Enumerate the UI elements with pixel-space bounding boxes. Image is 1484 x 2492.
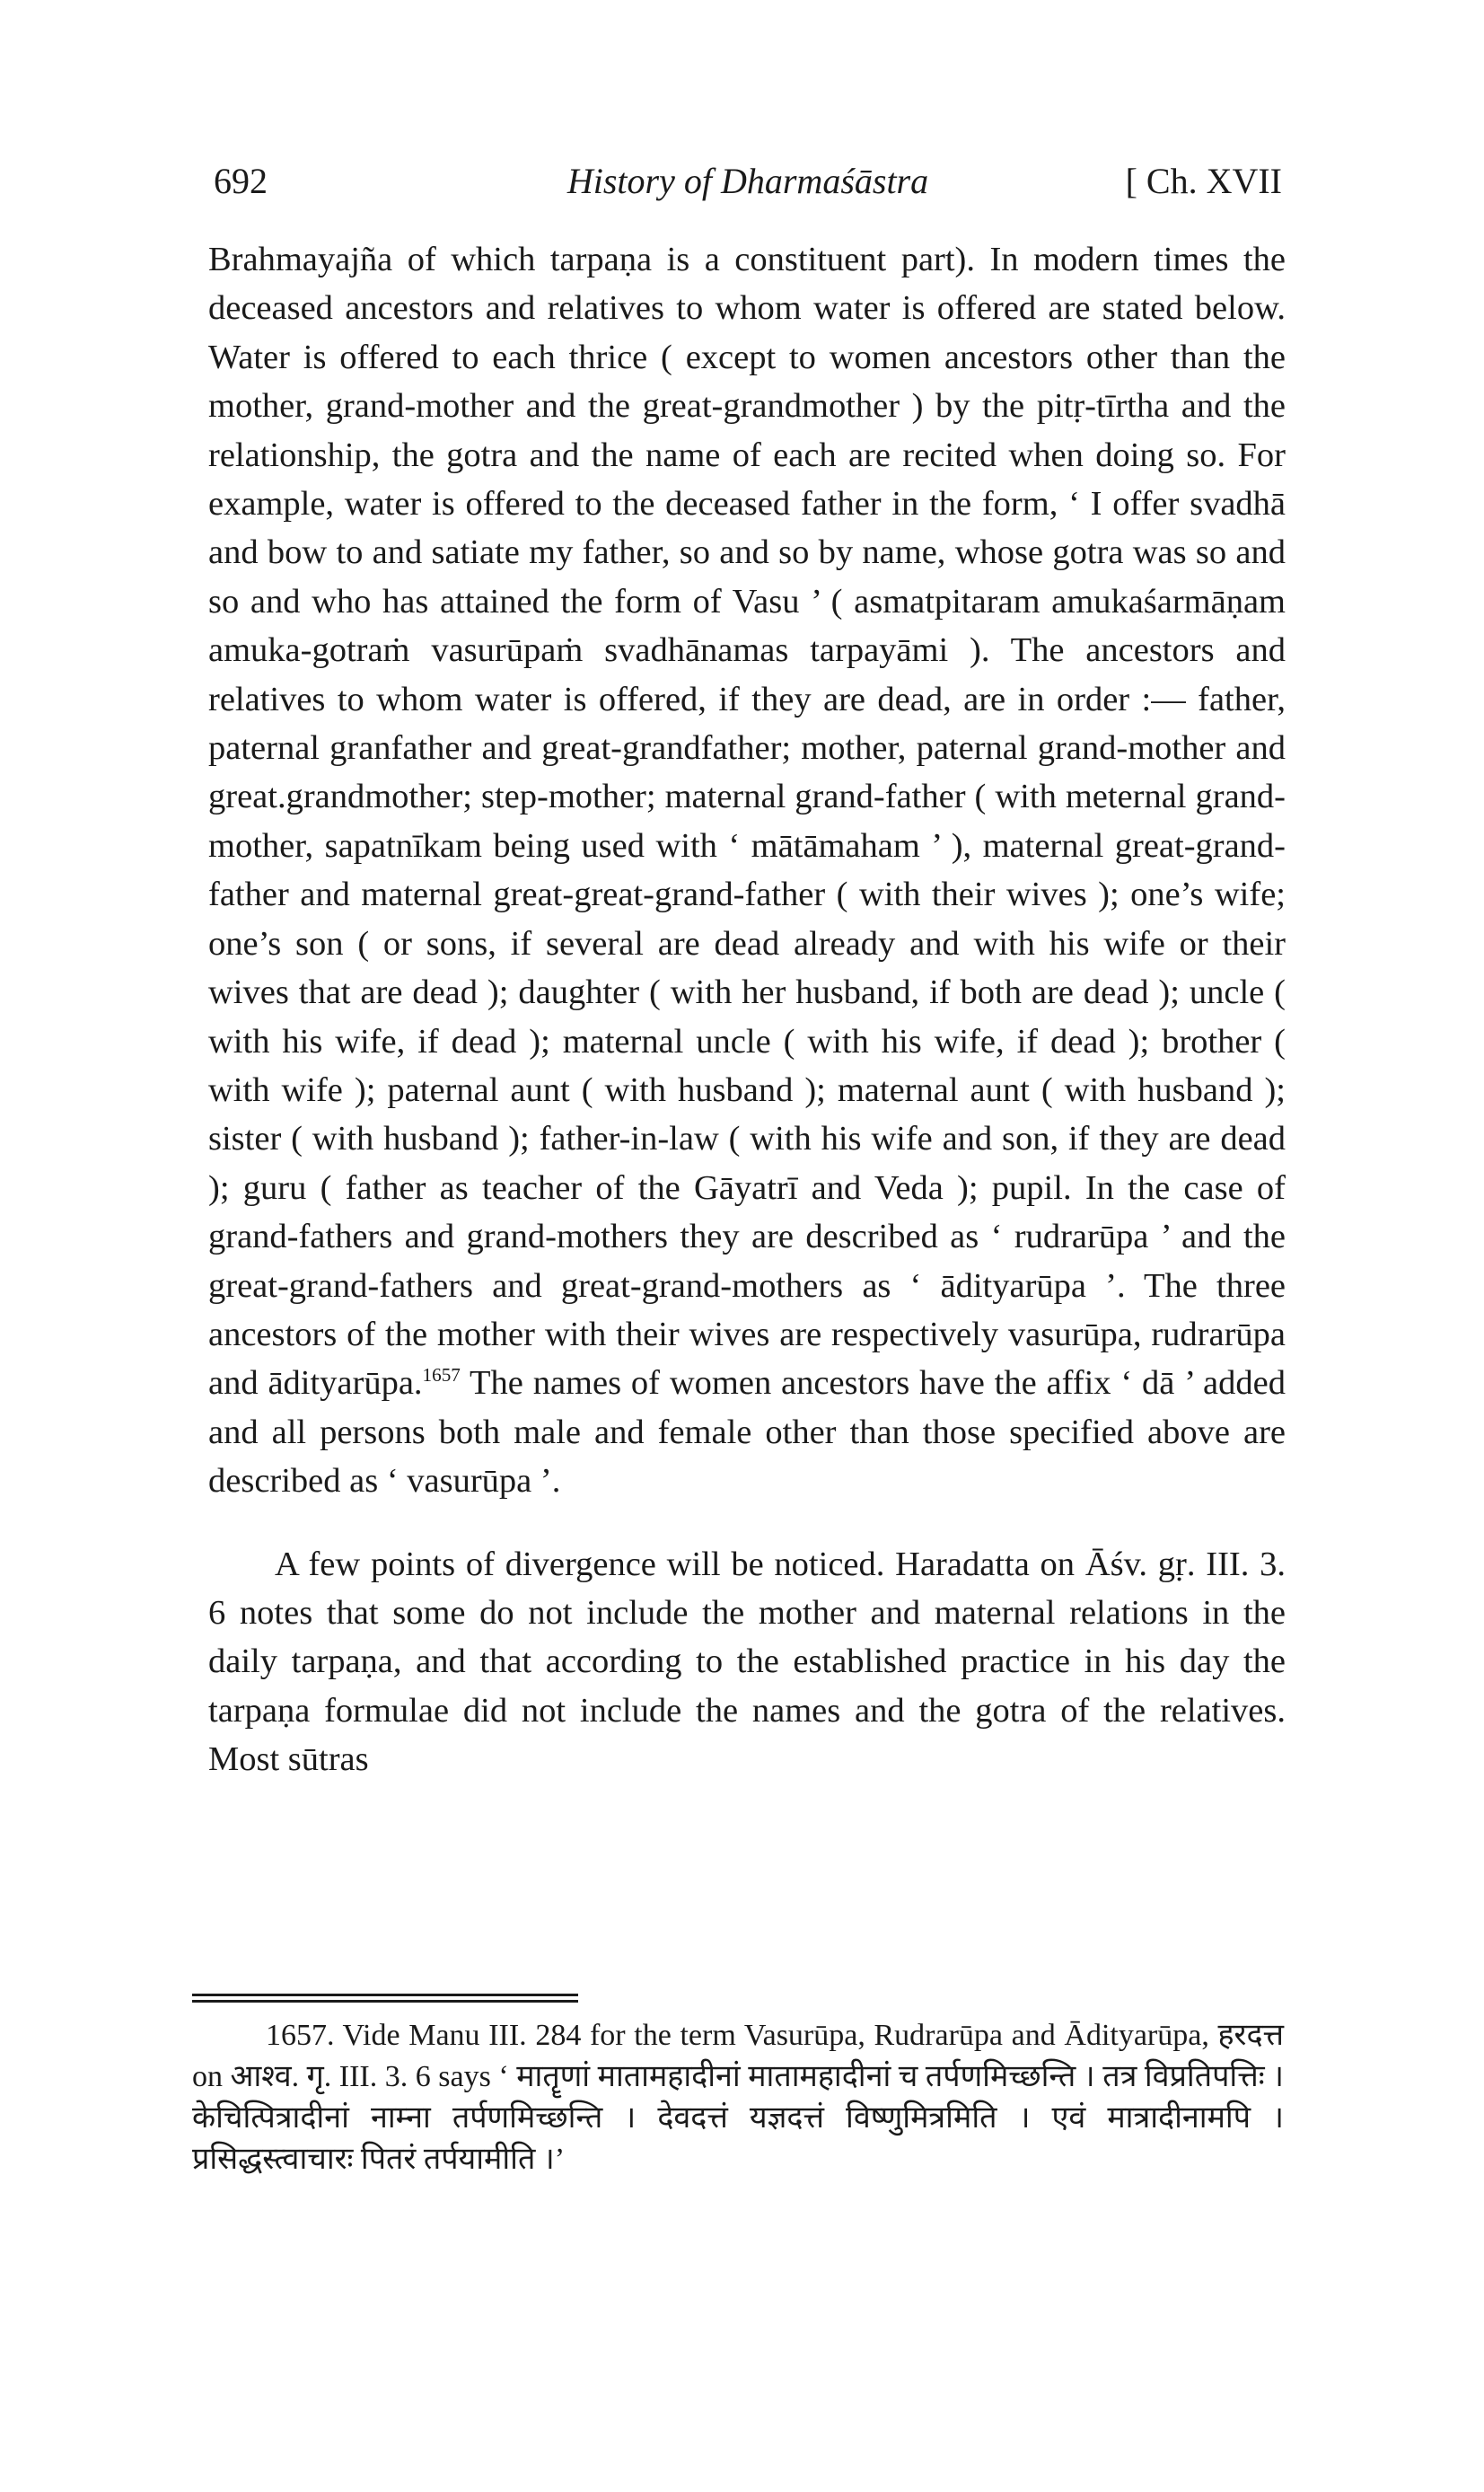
page-number: 692 xyxy=(214,161,268,201)
paragraph-1-tail: The names of women ancestors have the affix ‘ dā ’ added and all persons both male and female other than those specified above are described as ‘ vasurūpa ’. xyxy=(208,1364,1286,1501)
footnote-1657: 1657. Vide Manu III. 284 for the term Vasurūpa, Rudrarūpa and Ādityarūpa, हरदत्त on आश्व. गृ. III. 3. 6 says ‘ मातॄणां मातामहादीनां मातामहादीनां च तर्पणमिच्छन्ति । तत्र विप्रतिपत्तिः । केचित्पित्रादीनां नाम्ना तर्पणमिच्छन्ति । देवदत्तं यज्ञदत्तं विष्णुमित्रमिति । एवं मात्रादीनामपि । प्रसिद्धस्त्वाचारः पितरं तर्पयामीति ।’ xyxy=(192,2019,1284,2176)
footnote-divider xyxy=(192,1994,578,2003)
footnote-reference: 1657 xyxy=(422,1364,461,1387)
chapter-reference: [ Ch. XVII xyxy=(1125,161,1282,201)
paragraph-1-text: Brahmayajña of which tarpaṇa is a constituent part). In modern times the deceased ancestors and relatives to whom water is offered are stated below. Water is offered to each thrice ( except to women ancestors other than the mother, grand-mother and the great-grandmother ) by the pitṛ-tīrtha and the relationship, the gotra and the name of each are recited when doing so. For example, water is offered to the deceased father in the form, ‘ I offer svadhā and bow to and satiate my father, so and so by name, whose gotra was so and so and who has attained the form of Vasu ’ ( asmatpitaram amukaśarmāṇam amuka-gotraṁ vasurūpaṁ svadhānamas tarpayāmi ). The ancestors and relatives to whom water is offered, if they are dead, are in order :— father, paternal granfather and great-grandfather; mother, paternal grand-mother and great.grandmother; step-mother; maternal grand-father ( with meternal grand-mother, sapatnīkam being used with ‘ mātāmaham ’ ), maternal great-grand-father and maternal great-great-grand-father ( with their wives ); one’s wife; one’s son ( or sons, if several are dead already and with his wife or their wives that are dead ); daughter ( with her husband, if both are dead ); uncle ( with his wife, if dead ); maternal uncle ( with his wife, if dead ); brother ( with wife ); paternal aunt ( with husband ); maternal aunt ( with husband ); sister ( with husband ); father-in-law ( with his wife and son, if they are dead ); guru ( father as teacher of the Gāyatrī and Veda ); pupil. In the case of grand-fathers and grand-mothers they are described as ‘ rudrarūpa ’ and the great-grand-fathers and great-grand-mothers as ‘ ādityarūpa ’. The three ancestors of the mother with their wives are respectively vasurūpa, rudrarūpa and ādityarūpa. xyxy=(208,241,1286,1403)
main-text xyxy=(208,235,1286,1784)
page-header xyxy=(214,160,1282,214)
paragraph-2: A few points of divergence will be noticed. Haradatta on Āśv. gṛ. III. 3. 6 notes that some do not include the mother and maternal relations in the daily tarpaṇa, and that according to the established practice in his day the tarpaṇa formulae did not include the names and the gotra of the relatives. Most sūtras xyxy=(208,1545,1286,1779)
paragraph-1 xyxy=(208,235,1286,1506)
running-title: History of Dharmaśāstra xyxy=(566,161,929,201)
footnotes xyxy=(192,2015,1284,2180)
